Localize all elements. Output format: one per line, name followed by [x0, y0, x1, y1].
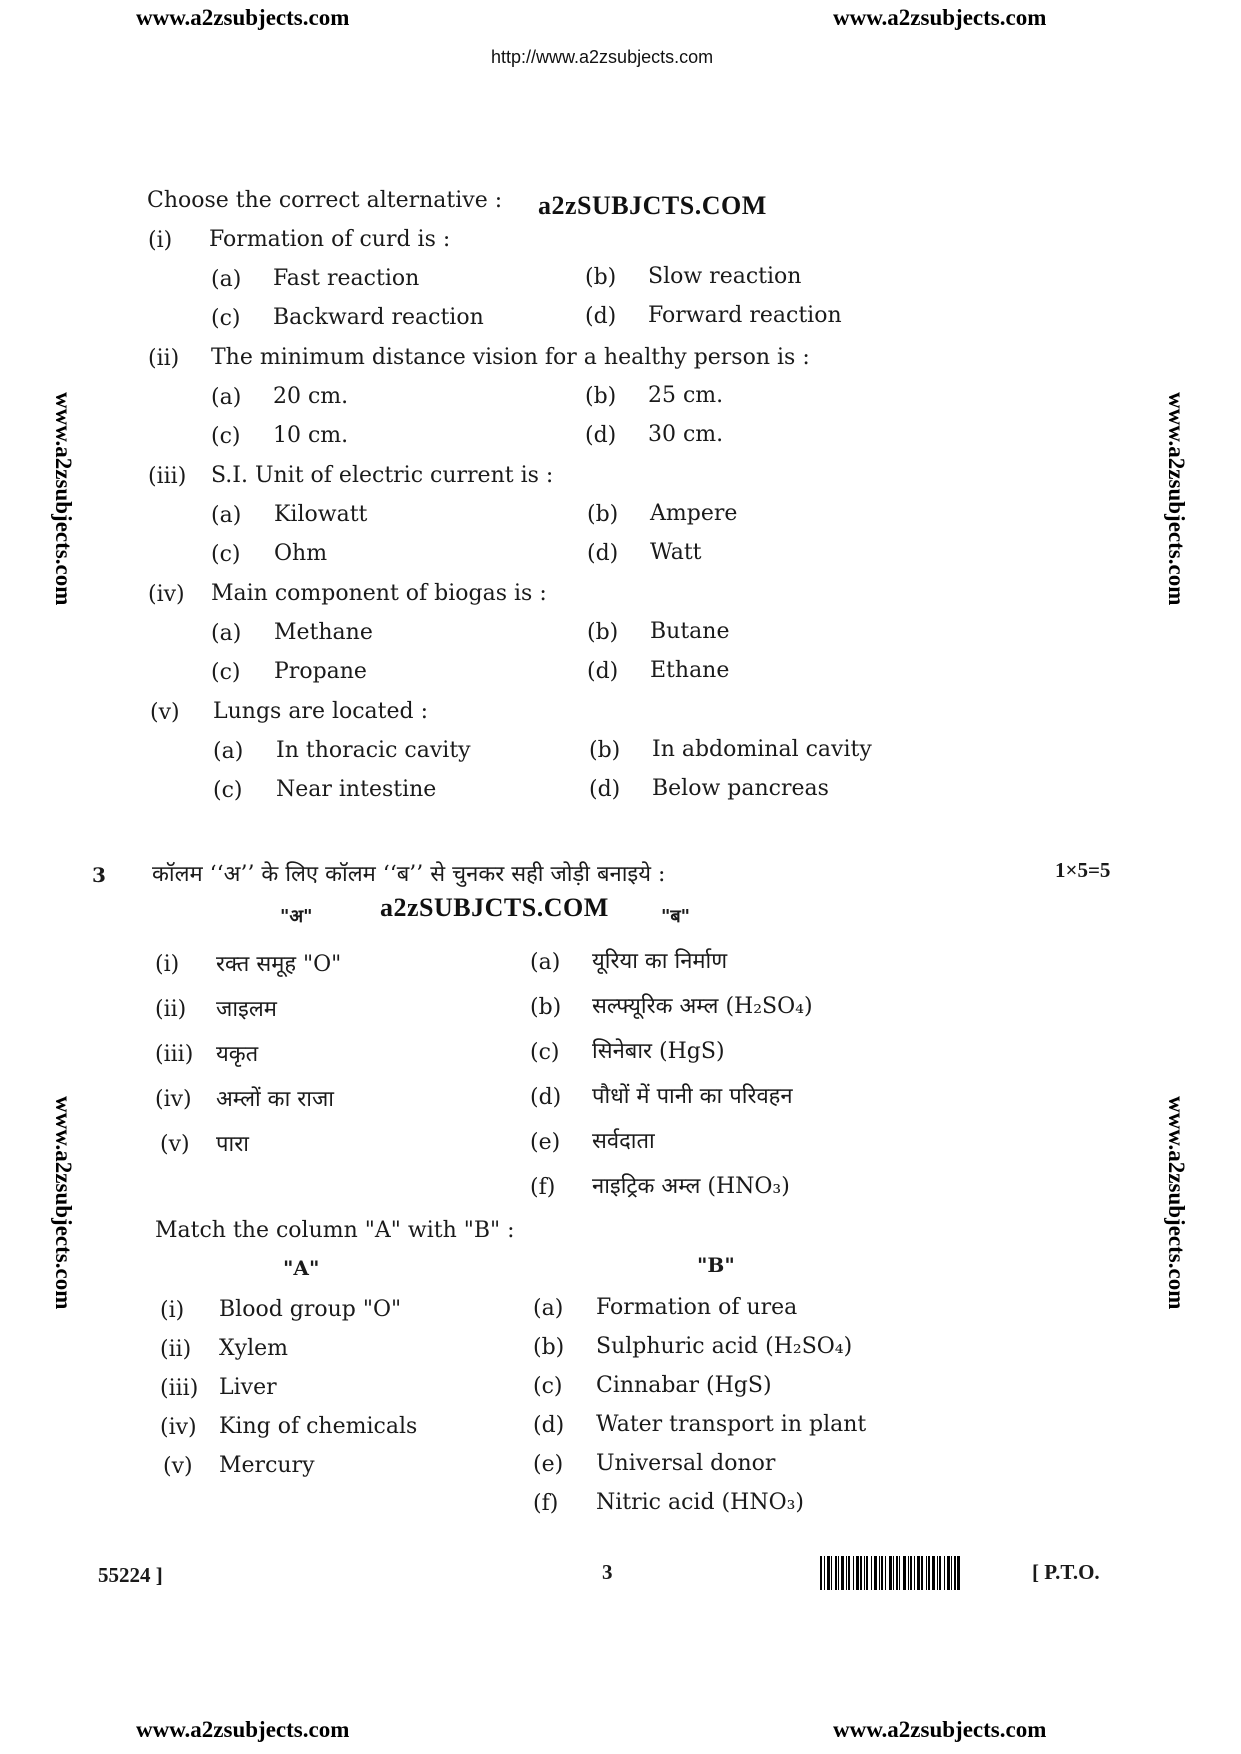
q1-text: Formation of curd is :: [209, 227, 451, 252]
page-number: 3: [602, 1560, 613, 1584]
hindi-left-1-num: (i): [155, 952, 180, 977]
q3-opt-b-key: (b): [587, 502, 619, 527]
english-left-5: Mercury: [219, 1453, 315, 1478]
hindi-right-b-key: (b): [530, 995, 562, 1020]
hindi-left-3-num: (iii): [155, 1042, 194, 1067]
english-right-a: Formation of urea: [596, 1295, 798, 1320]
english-right-d-key: (d): [533, 1413, 565, 1438]
watermark-top-left: www.a2zsubjects.com: [136, 5, 350, 30]
hindi-left-2-num: (ii): [155, 997, 187, 1022]
watermark-top-right: www.a2zsubjects.com: [833, 5, 1047, 30]
q1-opt-b: Slow reaction: [648, 264, 802, 289]
hindi-right-e-key: (e): [530, 1130, 561, 1155]
q5-opt-d-key: (d): [589, 777, 621, 802]
english-left-1: Blood group "O": [219, 1297, 402, 1322]
english-right-a-key: (a): [533, 1296, 564, 1321]
q1-opt-d: Forward reaction: [648, 303, 842, 328]
hindi-right-c-key: (c): [530, 1040, 560, 1065]
q5-opt-a: In thoracic cavity: [276, 738, 471, 763]
q1-opt-b-key: (b): [585, 265, 617, 290]
q2-opt-c: 10 cm.: [273, 423, 349, 448]
q1-opt-a: Fast reaction: [273, 266, 420, 291]
english-right-c-key: (c): [533, 1374, 563, 1399]
q5-text: Lungs are located :: [213, 699, 429, 724]
english-right-f-key: (f): [533, 1491, 559, 1516]
q4-opt-d: Ethane: [650, 658, 730, 683]
hindi-left-2: जाइलम: [216, 997, 277, 1022]
english-left-3: Liver: [219, 1375, 277, 1400]
q2-opt-a-key: (a): [211, 385, 242, 410]
q2-text: The minimum distance vision for a healthy person is :: [211, 345, 810, 370]
watermark-side-right-lower: www.a2zsubjects.com: [1164, 1096, 1189, 1310]
watermark-bottom-left: www.a2zsubjects.com: [136, 1717, 350, 1742]
watermark-side-left-lower: www.a2zsubjects.com: [51, 1096, 76, 1310]
hindi-col-b-header: "ब": [661, 906, 691, 927]
q3-opt-a-key: (a): [211, 503, 242, 528]
hindi-right-c: सिनेबार (HgS): [592, 1039, 725, 1064]
q4-opt-d-key: (d): [587, 659, 619, 684]
hindi-right-a-key: (a): [530, 950, 561, 975]
hindi-left-3: यकृत: [216, 1042, 259, 1067]
english-col-b-header: "B": [697, 1253, 735, 1277]
watermark-side-right-upper: www.a2zsubjects.com: [1164, 392, 1189, 606]
english-col-a-header: "A": [283, 1256, 320, 1280]
q1-opt-c: Backward reaction: [273, 305, 484, 330]
hindi-instruction: कॉलम ‘‘अ’’ के लिए कॉलम ‘‘ब’’ से चुनकर सही जोड़ी बनाइये :: [152, 862, 666, 887]
hindi-left-5-num: (v): [160, 1132, 190, 1157]
q2-opt-a: 20 cm.: [273, 384, 349, 409]
english-left-2-num: (ii): [160, 1337, 192, 1362]
marks: 1×5=5: [1055, 858, 1111, 882]
q3-opt-a: Kilowatt: [274, 502, 368, 527]
english-left-4-num: (iv): [160, 1415, 197, 1440]
q1-number: (i): [148, 228, 173, 253]
q3-opt-c: Ohm: [274, 541, 328, 566]
top-url[interactable]: http://www.a2zsubjects.com: [491, 47, 714, 67]
english-right-e-key: (e): [533, 1452, 564, 1477]
english-left-4: King of chemicals: [219, 1414, 418, 1439]
hindi-right-f: नाइट्रिक अम्ल (HNO₃): [592, 1174, 790, 1199]
english-right-f: Nitric acid (HNO₃): [596, 1490, 805, 1515]
english-right-e: Universal donor: [596, 1451, 776, 1476]
q5-opt-c: Near intestine: [276, 777, 437, 802]
q4-text: Main component of biogas is :: [211, 581, 547, 606]
hindi-left-1: रक्त समूह "O": [216, 952, 342, 977]
q3-opt-b: Ampere: [650, 501, 738, 526]
english-instruction: Match the column "A" with "B" :: [155, 1218, 515, 1243]
hindi-right-f-key: (f): [530, 1175, 556, 1200]
q3-opt-c-key: (c): [211, 542, 241, 567]
paper-code: 55224 ]: [98, 1563, 163, 1587]
english-left-1-num: (i): [160, 1298, 185, 1323]
site-stamp-2: a2zSUBJCTS.COM: [380, 893, 609, 922]
hindi-right-d: पौधों में पानी का परिवहन: [592, 1084, 793, 1109]
english-right-d: Water transport in plant: [596, 1412, 867, 1437]
hindi-right-d-key: (d): [530, 1085, 562, 1110]
q5-number: (v): [150, 700, 180, 725]
q1-opt-c-key: (c): [211, 306, 241, 331]
q2-opt-d: 30 cm.: [648, 422, 724, 447]
q5-opt-b-key: (b): [589, 738, 621, 763]
hindi-right-a: यूरिया का निर्माण: [592, 949, 728, 974]
q5-opt-c-key: (c): [213, 778, 243, 803]
hindi-right-b: सल्फ्यूरिक अम्ल (H₂SO₄): [592, 994, 813, 1019]
english-right-c: Cinnabar (HgS): [596, 1373, 772, 1398]
english-left-2: Xylem: [219, 1336, 289, 1361]
hindi-right-e: सर्वदाता: [592, 1129, 655, 1154]
q4-opt-a-key: (a): [211, 621, 242, 646]
q3-opt-d-key: (d): [587, 541, 619, 566]
barcode: [820, 1556, 1018, 1590]
mcq-instruction: Choose the correct alternative :: [147, 188, 503, 213]
q3-opt-d: Watt: [650, 540, 702, 565]
q3-number: (iii): [148, 464, 187, 489]
q4-opt-c: Propane: [274, 659, 367, 684]
q2-number: (ii): [148, 346, 180, 371]
q4-number: (iv): [148, 582, 185, 607]
q2-opt-b: 25 cm.: [648, 383, 724, 408]
q2-opt-d-key: (d): [585, 423, 617, 448]
watermark-bottom-right: www.a2zsubjects.com: [833, 1717, 1047, 1742]
q5-opt-a-key: (a): [213, 739, 244, 764]
english-left-3-num: (iii): [160, 1376, 199, 1401]
hindi-left-4-num: (iv): [155, 1087, 192, 1112]
watermark-side-left-upper: www.a2zsubjects.com: [51, 392, 76, 606]
q3-text: S.I. Unit of electric current is :: [211, 463, 554, 488]
q4-opt-c-key: (c): [211, 660, 241, 685]
pto: [ P.T.O.: [1032, 1560, 1100, 1584]
q2-opt-b-key: (b): [585, 384, 617, 409]
q5-opt-b: In abdominal cavity: [652, 737, 872, 762]
q4-opt-b: Butane: [650, 619, 730, 644]
english-left-5-num: (v): [163, 1454, 193, 1479]
hindi-left-5: पारा: [216, 1132, 249, 1157]
q2-opt-c-key: (c): [211, 424, 241, 449]
q4-opt-b-key: (b): [587, 620, 619, 645]
hindi-left-4: अम्लों का राजा: [216, 1087, 334, 1112]
q5-opt-d: Below pancreas: [652, 776, 829, 801]
q4-opt-a: Methane: [274, 620, 373, 645]
question-3-number: 3: [92, 863, 106, 887]
english-right-b-key: (b): [533, 1335, 565, 1360]
site-stamp-1: a2zSUBJCTS.COM: [538, 191, 767, 220]
q1-opt-d-key: (d): [585, 304, 617, 329]
q1-opt-a-key: (a): [211, 267, 242, 292]
hindi-col-a-header: "अ": [280, 906, 313, 927]
english-right-b: Sulphuric acid (H₂SO₄): [596, 1334, 853, 1359]
